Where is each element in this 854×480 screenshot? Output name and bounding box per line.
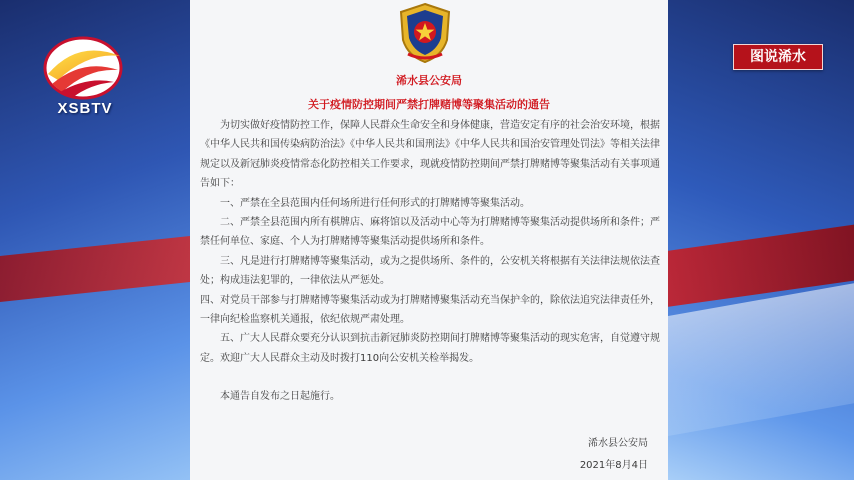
notice-date: 2021年8月4日 xyxy=(579,460,648,471)
notice-body xyxy=(200,116,660,407)
spacer xyxy=(200,368,660,387)
police-emblem-icon xyxy=(396,2,454,64)
notice-title: 关于疫情防控期间严禁打牌赌博等聚集活动的通告 xyxy=(308,98,550,111)
notice-signature: 浠水县公安局 xyxy=(588,438,648,449)
channel-logo-text: XSBTV xyxy=(57,100,113,117)
notice-intro: 为切实做好疫情防控工作，保障人民群众生命安全和身体健康，营造安定有序的社会治安环境，根据《中华人民共和国传染病防治法》《中华人民共和国刑法》《中华人民共和国治安管理处罚法》等相关法律规定以及新冠肺炎疫情常态化防控相关工作要求，现就疫情防控期间严禁打牌赌博等聚集活动有关事项通告如下： xyxy=(200,120,660,190)
notice-item: 三、凡是进行打牌赌博等聚集活动，或为之提供场所、条件的，公安机关将根据有关法律法规依法查处；构成违法犯罪的，一律依法从严惩处。 xyxy=(200,255,660,287)
notice-effective: 本通告自发布之日起施行。 xyxy=(220,391,340,403)
notice-item: 四、对党员干部参与打牌赌博等聚集活动或为打牌赌博聚集活动充当保护伞的，除依法追究法律责任外，一律向纪检监察机关通报，依纪依规严肃处理。 xyxy=(200,294,660,326)
notice-document xyxy=(190,0,668,480)
notice-item: 二、严禁全县范围内所有棋牌店、麻将馆以及活动中心等为打牌赌博等聚集活动提供场所和条件；严禁任何单位、家庭、个人为打牌赌博等聚集活动提供场所和条件。 xyxy=(200,217,660,248)
issuing-organization: 浠水县公安局 xyxy=(396,74,462,87)
notice-item: 五、广大人民群众要充分认识到抗击新冠肺炎防控期间打牌赌博等聚集活动的现实危害，自觉遵守规定。欢迎广大人民群众主动及时拨打110向公安机关检举揭发。 xyxy=(200,333,660,364)
notice-item: 一、严禁在全县范围内任何场所进行任何形式的打牌赌博等聚集活动。 xyxy=(220,197,530,209)
xsbtv-logo-icon xyxy=(38,34,128,104)
program-tag: 图说浠水 xyxy=(733,44,823,70)
